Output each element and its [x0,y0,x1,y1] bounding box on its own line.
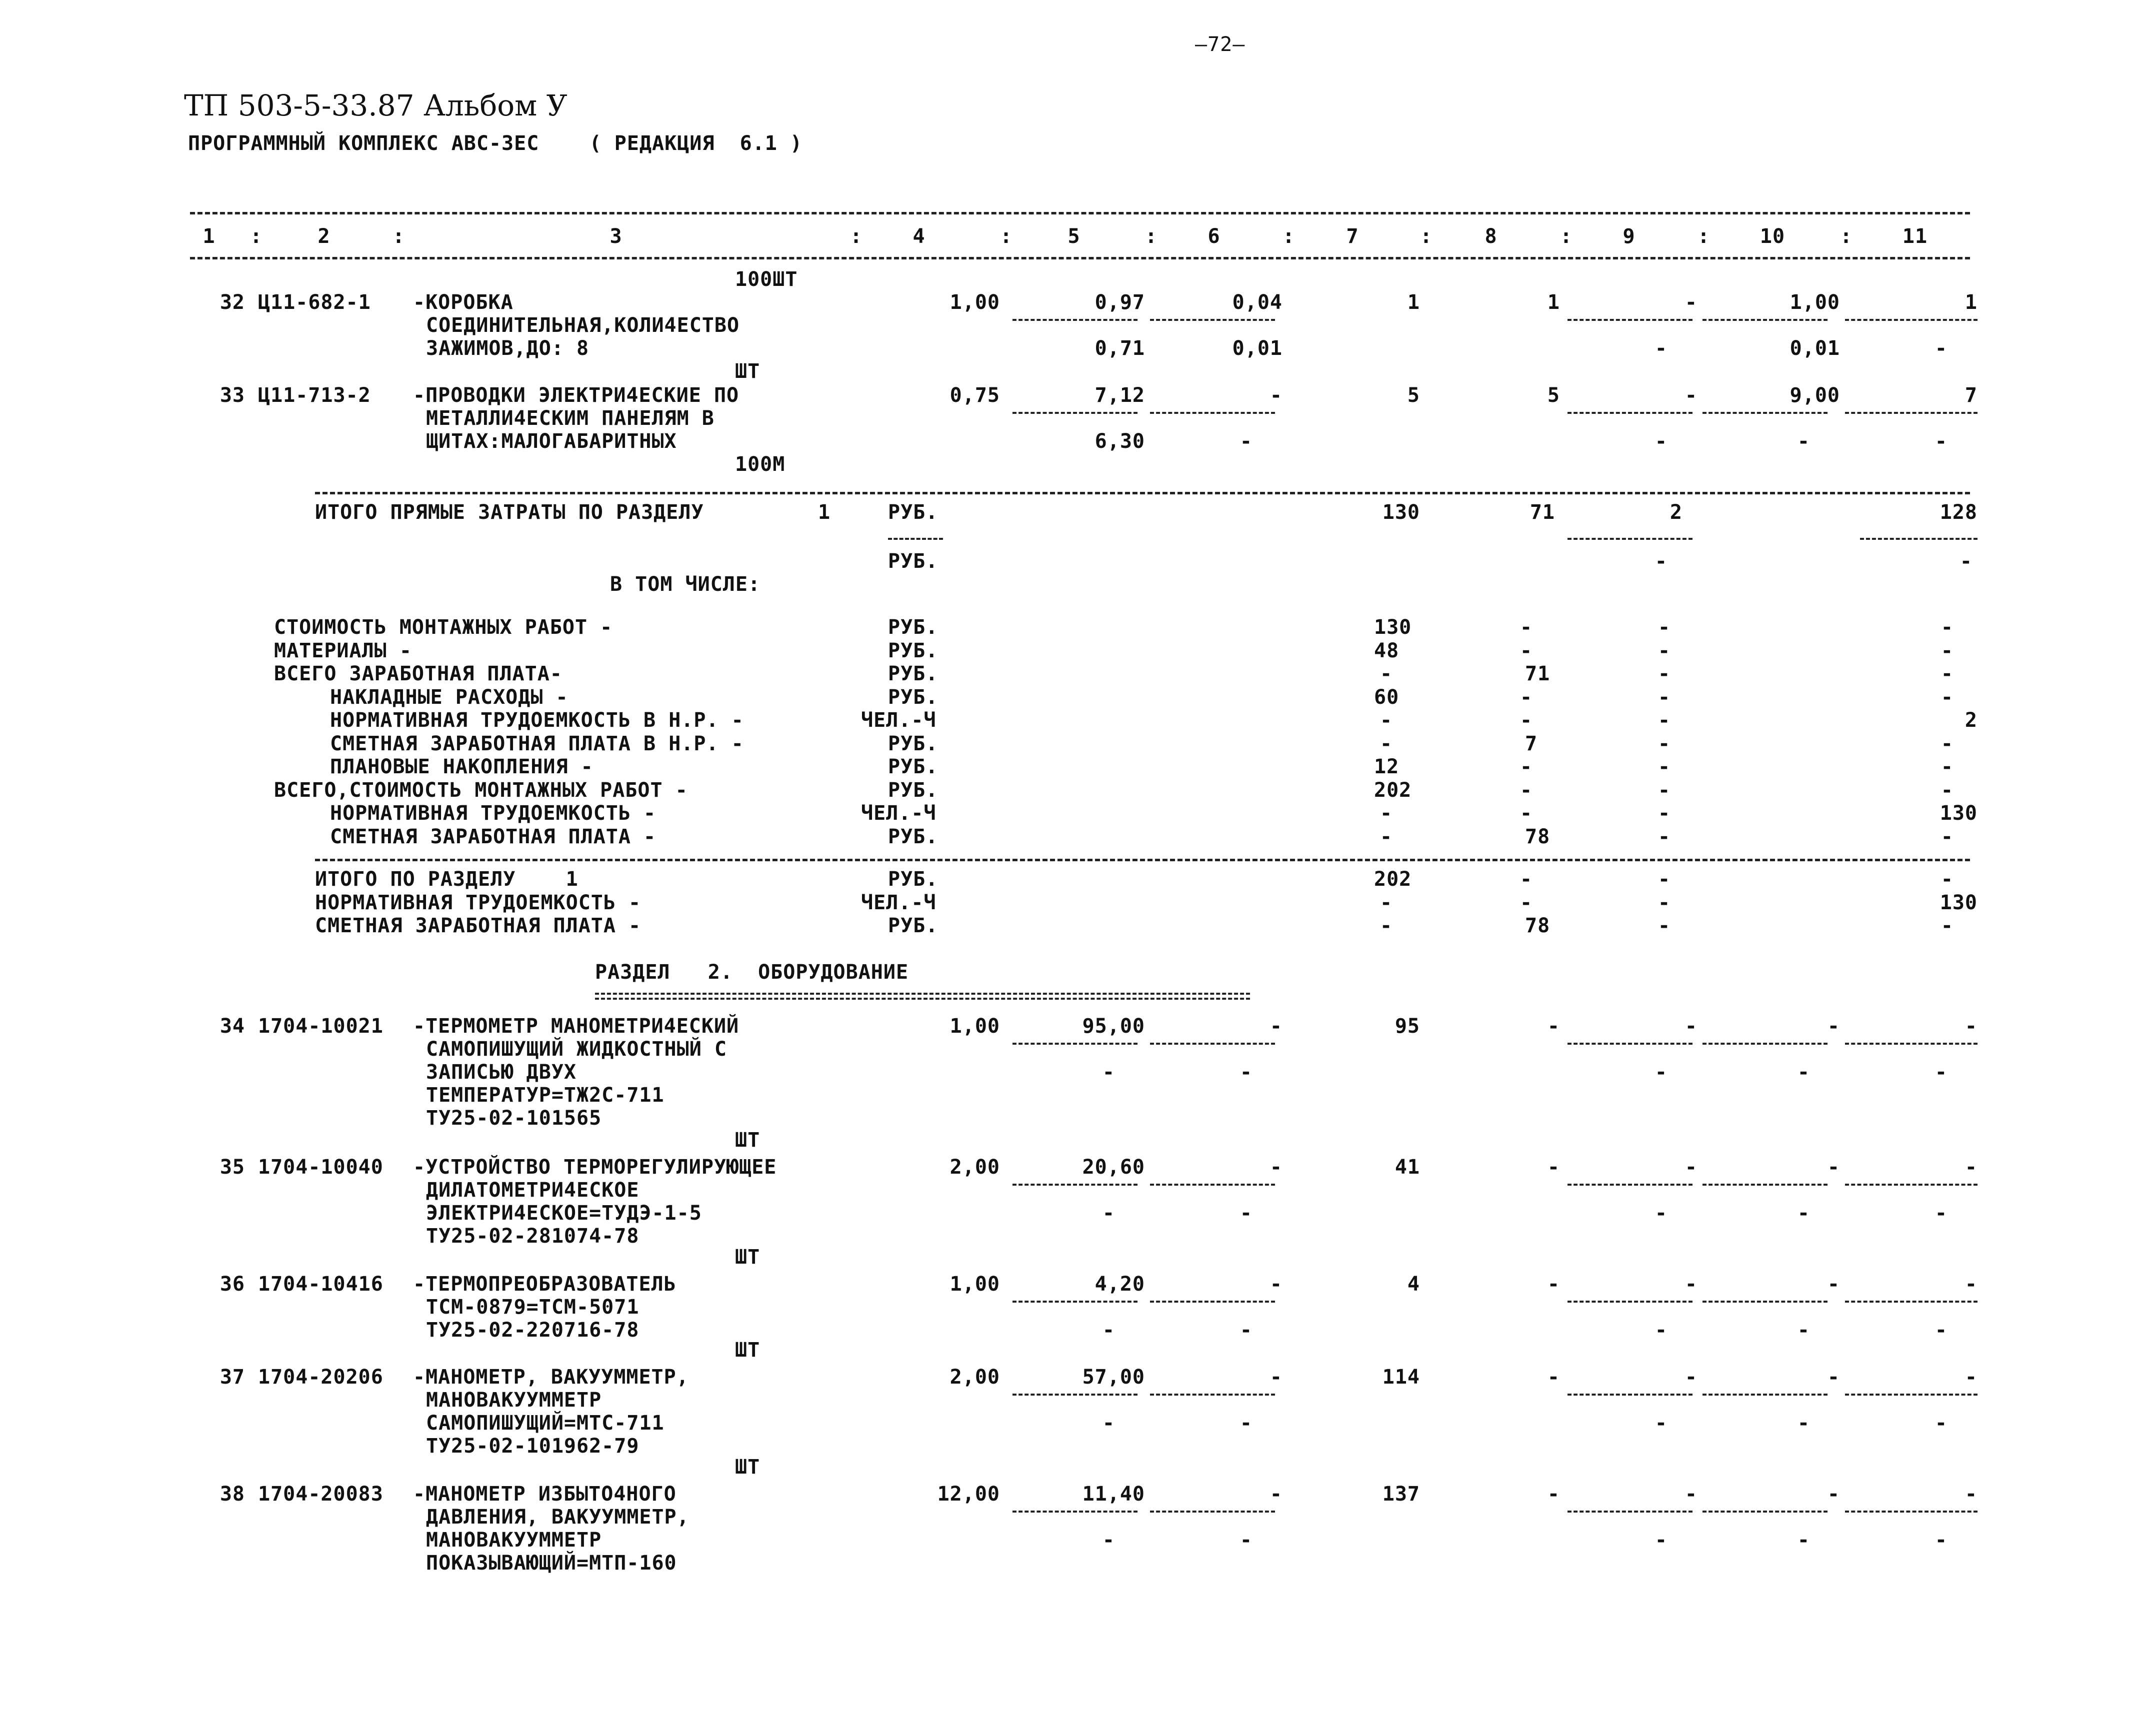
breakdown-c9: - [1658,709,1671,732]
breakdown-c11: 2 [1964,709,1978,732]
breakdown-unit: РУБ. [888,685,938,709]
section-total-c8: - [1520,868,1533,891]
item-value-c11: 7 [1964,384,1978,407]
item-second-value-c9: - [1654,1412,1668,1435]
item-value-c6: - [1270,384,1282,407]
breakdown-c7: 202 [1374,778,1412,802]
item-description-line: -МАНОМЕТР, ВАКУУММЕТР, [413,1366,689,1389]
item-value-c11: - [1964,1366,1978,1389]
item-unit: 100ШТ [735,268,798,291]
breakdown-label: НОРМАТИВНАЯ ТРУДОЕМКОСТЬ В Н.Р. - [330,709,744,732]
item-description-line: ТУ25-02-101962-79 [426,1435,640,1458]
value-underline [1845,1301,1978,1303]
breakdown-c8: 78 [1525,825,1550,848]
item-description-line: -КОРОБКА [413,291,514,314]
section-total-c11: - [1940,914,1954,937]
section-total-c8: 78 [1525,914,1550,937]
column-separator: : [1840,225,1853,248]
item-value-c6: - [1270,1366,1282,1389]
item-value-c9: - [1684,291,1698,314]
item-value-c7: 114 [1382,1366,1420,1389]
breakdown-label: СМЕТНАЯ ЗАРАБОТНАЯ ПЛАТА В Н.Р. - [330,732,744,755]
item-value-c10: - [1827,1366,1840,1389]
item-value-c11: - [1964,1015,1978,1038]
breakdown-c8: - [1520,685,1533,709]
breakdown-c8: - [1520,639,1533,662]
breakdown-unit: РУБ. [888,639,938,662]
item-number: 36 [220,1273,245,1296]
breakdown-unit: РУБ. [888,662,938,685]
column-separator: : [1560,225,1573,248]
item-description-line: ЗАЖИМОВ,ДО: 8 [426,337,590,360]
value-underline [1568,1394,1692,1396]
column-separator: : [1698,225,1710,248]
item-value-qty: 12,00 [937,1483,1000,1506]
column-separator: : [1420,225,1433,248]
item-number: 38 [220,1483,245,1506]
item-code: 1704-20083 [258,1483,384,1506]
column-separator: : [1282,225,1296,248]
section-total-unit: РУБ. [888,868,938,891]
breakdown-label: ПЛАНОВЫЕ НАКОПЛЕНИЯ - [330,755,594,778]
section-total-c9: - [1658,914,1671,937]
item-value-c8: - [1547,1366,1560,1389]
value-underline [1012,1184,1138,1186]
item-value-c7: 4 [1407,1273,1420,1296]
item-code: Ц11-713-2 [258,384,371,407]
value-underline [1150,1394,1275,1396]
item-second-value-c11: - [1934,1529,1948,1552]
breakdown-c11: - [1940,755,1954,778]
item-second-value-c6: - [1240,1412,1252,1435]
item-value-c9: - [1684,1156,1698,1179]
item-unit: ШТ [735,360,760,383]
value-underline [1860,538,1978,540]
including-label: В ТОМ ЧИСЛЕ: [610,573,760,596]
item-code: Ц11-682-1 [258,291,371,314]
column-separator: : [1145,225,1158,248]
item-value-c6: 0,04 [1232,291,1282,314]
section-total-unit: ЧЕЛ.-Ч [861,891,936,914]
breakdown-c9: - [1658,685,1671,709]
item-second-value-c5: 6,30 [1094,430,1145,453]
value-underline [1702,1511,1828,1513]
item-description-line: САМОПИШУЩИЙ=МТС-711 [426,1412,664,1435]
item-unit: ШТ [735,1456,760,1479]
item-value-c9: - [1684,384,1698,407]
total-direct-c7: 130 [1382,501,1420,524]
breakdown-c8: 71 [1525,662,1550,685]
column-header-10: 10 [1760,225,1786,248]
breakdown-c9: - [1658,802,1671,825]
breakdown-unit: РУБ. [888,825,938,848]
section-total-label: ИТОГО ПО РАЗДЕЛУ 1 [315,868,578,891]
value-underline [1012,1511,1138,1513]
item-second-value-c9: - [1654,1061,1668,1084]
total-direct-c9: 2 [1670,501,1682,524]
item-second-value-c11: - [1934,1202,1948,1225]
item-value-c7: 1 [1407,291,1420,314]
column-separator: : [850,225,863,248]
item-value-qty: 0,75 [950,384,1000,407]
item-value-c10: - [1827,1015,1840,1038]
page-number: –72– [1195,33,1246,56]
breakdown-c8: - [1520,778,1533,802]
breakdown-c11: - [1940,662,1954,685]
item-value-c6: - [1270,1483,1282,1506]
item-second-value-c11: - [1934,337,1948,360]
item-value-c11: - [1964,1156,1978,1179]
document-subtitle: ПРОГРАММНЫЙ КОМПЛЕКС АВС-ЗЕС ( РЕДАКЦИЯ 6.1 ) [188,132,803,155]
item-description-line: -ТЕРМОПРЕОБРАЗОВАТЕЛЬ [413,1273,676,1296]
item-value-c9: - [1684,1273,1698,1296]
breakdown-unit: РУБ. [888,616,938,639]
item-value-qty: 2,00 [950,1156,1000,1179]
item-description-line: ДАВЛЕНИЯ, ВАКУУММЕТР, [426,1506,690,1529]
item-number: 35 [220,1156,245,1179]
item-code: 1704-20206 [258,1366,384,1389]
breakdown-c8: - [1520,709,1533,732]
item-description-line: ДИЛАТОМЕТРИ4ЕСКОЕ [426,1179,640,1202]
value-underline [1845,1394,1978,1396]
item-unit: ШТ [735,1339,760,1362]
item-code: 1704-10416 [258,1273,384,1296]
column-separator: : [392,225,406,248]
header-top-rule [190,212,1970,214]
total-direct-unit: РУБ. [888,501,938,524]
value-underline [1150,1511,1275,1513]
item-number: 33 [220,384,245,407]
value-underline [1845,1043,1978,1045]
column-header-2: 2 [318,225,330,248]
item-code: 1704-10040 [258,1156,384,1179]
value-underline [1568,412,1692,414]
item-number: 34 [220,1015,245,1038]
item-unit: ШТ [735,1129,760,1152]
item-second-value-c11: - [1934,1061,1948,1084]
breakdown-unit: ЧЕЛ.-Ч [861,802,936,825]
total-direct-c8: 71 [1530,501,1555,524]
item-description-line: -ТЕРМОМЕТР МАНОМЕТРИ4ЕСКИЙ [413,1015,740,1038]
value-underline [1702,1394,1828,1396]
column-header-11: 11 [1902,225,1928,248]
section-total-c9: - [1658,868,1671,891]
value-underline [1568,538,1692,540]
value-underline [1568,1043,1692,1045]
value-underline [1012,1394,1138,1396]
item-value-c5: 57,00 [1082,1366,1145,1389]
total-direct-c11: 128 [1940,501,1978,524]
value-underline [1150,412,1275,414]
item-second-value-c6: - [1240,1202,1252,1225]
item-second-value-c10: 0,01 [1790,337,1840,360]
item-value-c8: 5 [1547,384,1560,407]
item-value-c11: 1 [1964,291,1978,314]
breakdown-c9: - [1658,662,1671,685]
column-separator: : [1000,225,1013,248]
breakdown-label: ВСЕГО ЗАРАБОТНАЯ ПЛАТА- [274,662,562,685]
item-second-value-c9: - [1654,337,1668,360]
item-value-c5: 95,00 [1082,1015,1145,1038]
value-underline [1702,1301,1828,1303]
breakdown-c8: - [1520,616,1533,639]
value-underline [1150,1301,1275,1303]
breakdown-label: СМЕТНАЯ ЗАРАБОТНАЯ ПЛАТА - [330,825,656,848]
item-second-value-c10: - [1797,1061,1810,1084]
section-total-c7: 202 [1374,868,1412,891]
value-underline [1702,319,1828,321]
item-value-c7: 41 [1394,1156,1420,1179]
item-value-c8: - [1547,1483,1560,1506]
breakdown-c7: - [1380,802,1393,825]
value-underline [1568,1511,1692,1513]
item-second-value-c11: - [1934,430,1948,453]
item-value-c7: 5 [1407,384,1420,407]
item-value-c10: 1,00 [1790,291,1840,314]
breakdown-c11: - [1940,732,1954,755]
item-value-c9: - [1684,1483,1698,1506]
value-underline [1012,1301,1138,1303]
item-description-line: ТУ25-02-101565 [426,1107,602,1130]
item-value-c8: 1 [1547,291,1560,314]
breakdown-c7: - [1380,709,1393,732]
item-value-c10: - [1827,1273,1840,1296]
breakdown-c7: - [1380,825,1393,848]
item-description-line: ЗАПИСЬЮ ДВУХ [426,1061,576,1084]
item-second-value-c6: - [1240,1529,1252,1552]
item-value-qty: 1,00 [950,291,1000,314]
breakdown-unit: РУБ. [888,732,938,755]
item-value-c7: 95 [1394,1015,1420,1038]
total-direct-section: 1 [818,501,831,524]
header-bottom-rule [190,257,1970,259]
item-second-value-c5: - [1102,1202,1115,1225]
breakdown-c9: - [1658,616,1671,639]
breakdown-label: ВСЕГО,СТОИМОСТЬ МОНТАЖНЫХ РАБОТ - [274,778,688,802]
item-value-c9: - [1684,1015,1698,1038]
unit-underline [888,538,943,540]
item-second-value-c6: - [1240,1319,1252,1342]
breakdown-c7: - [1380,732,1393,755]
total-direct-unit-2: РУБ. [888,550,938,573]
item-second-value-c10: - [1797,430,1810,453]
section-2-title-underline [595,993,1250,1000]
item-second-value-c10: - [1797,1319,1810,1342]
section-total-c8: - [1520,891,1533,914]
total-direct-c9b: - [1654,550,1668,573]
item-value-c5: 20,60 [1082,1156,1145,1179]
value-underline [1845,1511,1978,1513]
breakdown-unit: ЧЕЛ.-Ч [861,709,936,732]
breakdown-c9: - [1658,732,1671,755]
item-description-line: МАНОВАКУУММЕТР [426,1389,602,1412]
value-underline [1150,1184,1275,1186]
item-value-c9: - [1684,1366,1698,1389]
item-description-line: САМОПИШУЩИЙ ЖИДКОСТНЫЙ С [426,1038,727,1061]
document-title: ТП 503-5-33.87 Альбом У [184,88,568,122]
item-second-value-c5: - [1102,1529,1115,1552]
breakdown-c9: - [1658,639,1671,662]
section-total-c7: - [1380,914,1393,937]
item-second-value-c9: - [1654,1529,1668,1552]
section-2-title: РАЗДЕЛ 2. ОБОРУДОВАНИЕ [595,961,909,984]
item-second-value-c5: - [1102,1061,1115,1084]
section-total-label: СМЕТНАЯ ЗАРАБОТНАЯ ПЛАТА - [315,914,642,937]
item-second-value-c11: - [1934,1412,1948,1435]
item-value-c11: - [1964,1273,1978,1296]
column-header-4: 4 [912,225,926,248]
item-value-c8: - [1547,1273,1560,1296]
value-underline [1845,1184,1978,1186]
total-direct-c11b: - [1960,550,1972,573]
breakdown-label: МАТЕРИАЛЫ - [274,639,412,662]
item-second-value-c5: 0,71 [1094,337,1145,360]
item-unit: ШТ [735,1246,760,1269]
item-second-value-c10: - [1797,1202,1810,1225]
column-header-5: 5 [1068,225,1080,248]
item-second-value-c5: - [1102,1412,1115,1435]
item-value-c6: - [1270,1015,1282,1038]
column-header-3: 3 [610,225,622,248]
item-description-line: ПОКАЗЫВАЮЩИЙ=МТП-160 [426,1552,677,1575]
item-unit: 100М [735,453,786,476]
breakdown-c11: 130 [1940,802,1978,825]
breakdown-label: НАКЛАДНЫЕ РАСХОДЫ - [330,685,568,709]
item-second-value-c10: - [1797,1412,1810,1435]
item-description-line: МЕТАЛЛИ4ЕСКИМ ПАНЕЛЯМ В [426,407,714,430]
value-underline [1012,1043,1138,1045]
column-header-7: 7 [1346,225,1359,248]
breakdown-c9: - [1658,778,1671,802]
item-description-line: МАНОВАКУУММЕТР [426,1529,602,1552]
value-underline [1702,412,1828,414]
item-description-line: ТСМ-0879=ТСМ-5071 [426,1296,640,1319]
item-number: 37 [220,1366,245,1389]
item-value-c6: - [1270,1273,1282,1296]
item-second-value-c11: - [1934,1319,1948,1342]
breakdown-c11: - [1940,825,1954,848]
value-underline [1845,319,1978,321]
breakdown-c7: 130 [1374,616,1412,639]
item-value-c5: 4,20 [1094,1273,1145,1296]
value-underline [1150,1043,1275,1045]
breakdown-c7: 48 [1374,639,1400,662]
item-second-value-c6: - [1240,1061,1252,1084]
item-description-line: -ПРОВОДКИ ЭЛЕКТРИ4ЕСКИЕ ПО [413,384,740,407]
column-header-9: 9 [1622,225,1636,248]
breakdown-unit: РУБ. [888,778,938,802]
value-underline [1012,319,1138,321]
item-value-c5: 11,40 [1082,1483,1145,1506]
breakdown-c7: - [1380,662,1393,685]
breakdown-label: НОРМАТИВНАЯ ТРУДОЕМКОСТЬ - [330,802,656,825]
item-value-c8: - [1547,1015,1560,1038]
breakdown-c11: - [1940,685,1954,709]
value-underline [1702,1184,1828,1186]
item-value-qty: 2,00 [950,1366,1000,1389]
breakdown-c11: - [1940,778,1954,802]
breakdown-c8: - [1520,802,1533,825]
section-total-unit: РУБ. [888,914,938,937]
breakdown-c11: - [1940,616,1954,639]
item-description-line: ТУ25-02-220716-78 [426,1319,640,1342]
item-value-c10: - [1827,1483,1840,1506]
item-value-c8: - [1547,1156,1560,1179]
breakdown-c7: 60 [1374,685,1400,709]
breakdown-c7: 12 [1374,755,1400,778]
item-value-c5: 7,12 [1094,384,1145,407]
item-value-c7: 137 [1382,1483,1420,1506]
item-value-c5: 0,97 [1094,291,1145,314]
item-number: 32 [220,291,245,314]
section-total-c11: 130 [1940,891,1978,914]
section-total-c11: - [1940,868,1954,891]
item-value-c6: - [1270,1156,1282,1179]
item-value-c10: 9,00 [1790,384,1840,407]
item-value-qty: 1,00 [950,1273,1000,1296]
value-underline [1150,319,1275,321]
item-second-value-c9: - [1654,1202,1668,1225]
column-header-1: 1 [202,225,216,248]
section-total-rule [315,859,1970,861]
value-underline [1568,319,1692,321]
column-header-6: 6 [1208,225,1220,248]
value-underline [1702,1043,1828,1045]
total-direct-label: ИТОГО ПРЯМЫЕ ЗАТРАТЫ ПО РАЗДЕЛУ [315,501,704,524]
value-underline [1012,412,1138,414]
breakdown-c11: - [1940,639,1954,662]
breakdown-c8: - [1520,755,1533,778]
breakdown-label: СТОИМОСТЬ МОНТАЖНЫХ РАБОТ - [274,616,613,639]
breakdown-unit: РУБ. [888,755,938,778]
item-value-c11: - [1964,1483,1978,1506]
item-second-value-c9: - [1654,430,1668,453]
item-description-line: ТЕМПЕРАТУР=ТЖ2С-711 [426,1084,664,1107]
value-underline [1568,1301,1692,1303]
item-code: 1704-10021 [258,1015,384,1038]
item-description-line: СОЕДИНИТЕЛЬНАЯ,КОЛИ4ЕСТВО [426,314,740,337]
item-value-qty: 1,00 [950,1015,1000,1038]
item-value-c10: - [1827,1156,1840,1179]
item-description-line: ЩИТАХ:МАЛОГАБАРИТНЫХ [426,430,677,453]
section-total-label: НОРМАТИВНАЯ ТРУДОЕМКОСТЬ - [315,891,642,914]
column-header-8: 8 [1484,225,1498,248]
breakdown-c8: 7 [1525,732,1538,755]
item-second-value-c5: - [1102,1319,1115,1342]
item-description-line: ЭЛЕКТРИ4ЕСКОЕ=ТУДЭ-1-5 [426,1202,702,1225]
value-underline [1845,412,1978,414]
item-description-line: -УСТРОЙСТВО ТЕРМОРЕГУЛИРУЮЩЕЕ [413,1156,777,1179]
item-second-value-c10: - [1797,1529,1810,1552]
breakdown-c9: - [1658,755,1671,778]
item-second-value-c9: - [1654,1319,1668,1342]
column-separator: : [250,225,263,248]
item-second-value-c6: 0,01 [1232,337,1282,360]
section-total-c9: - [1658,891,1671,914]
item-description-line: -МАНОМЕТР ИЗБЫТО4НОГО [413,1483,676,1506]
breakdown-c9: - [1658,825,1671,848]
item-second-value-c6: - [1240,430,1252,453]
item-description-line: ТУ25-02-281074-78 [426,1225,640,1248]
value-underline [1568,1184,1692,1186]
section-total-c7: - [1380,891,1393,914]
totals-rule [315,492,1970,494]
